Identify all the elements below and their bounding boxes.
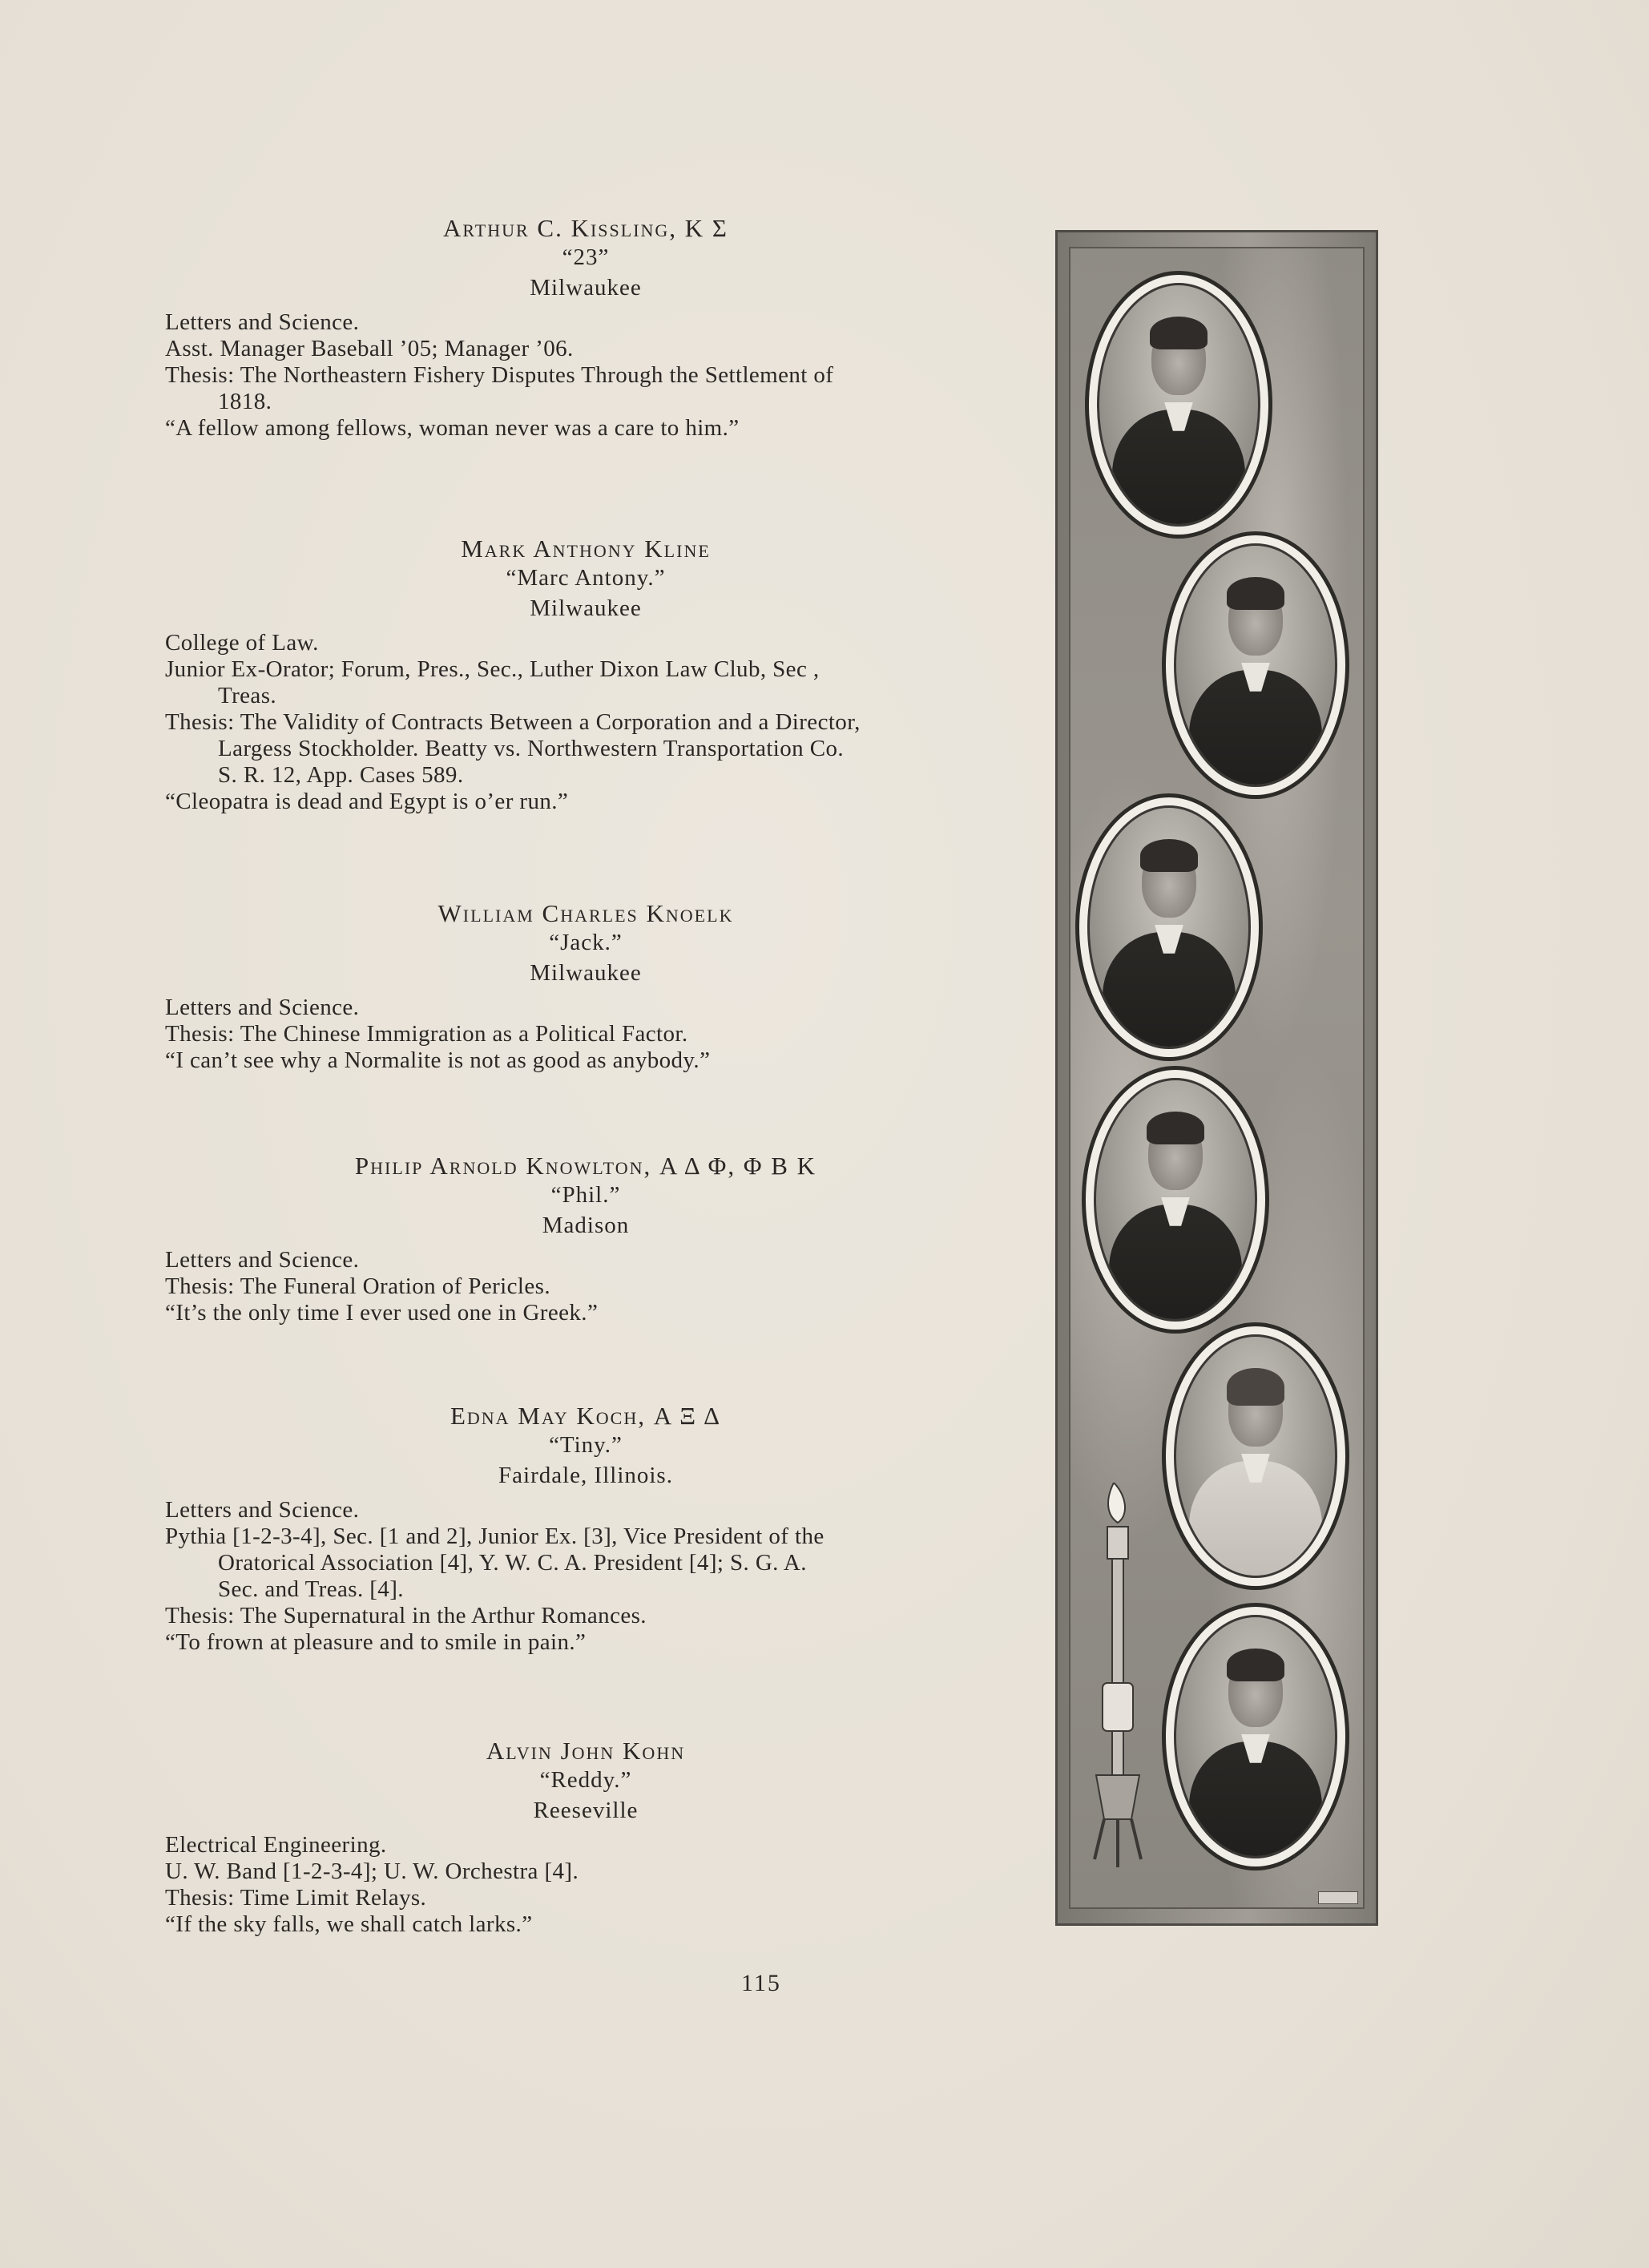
entry [165, 900, 1006, 1074]
entry-nickname: “Reddy.” [539, 1767, 632, 1793]
entry-line: “To frown at pleasure and to smile in pain.” [165, 1629, 587, 1655]
entry-line: Treas. [218, 683, 277, 708]
entry-line: Largess Stockholder. Beatty vs. Northwestern Transportation Co. [218, 736, 845, 761]
portrait-photo [1162, 1603, 1349, 1870]
entry-nickname: “Tiny.” [549, 1432, 623, 1458]
entry-name: Philip Arnold Knowlton, Α Δ Φ, Φ Β Κ [354, 1152, 817, 1180]
entry-line: Asst. Manager Baseball ’05; Manager ’06. [165, 336, 574, 361]
lamp-stand-ornament [1090, 1483, 1146, 1883]
entry [165, 1152, 1006, 1326]
entry-line: “It’s the only time I ever used one in Greek.” [165, 1300, 599, 1326]
portrait-photo [1082, 1066, 1269, 1334]
entry-nickname: “Jack.” [549, 930, 623, 955]
entry-name: Edna May Koch, Α Ξ Δ [450, 1402, 722, 1430]
entry [165, 535, 1006, 815]
entry-line: S. R. 12, App. Cases 589. [218, 762, 464, 788]
entry-line: College of Law. [165, 630, 319, 656]
entry-town: Milwaukee [530, 960, 642, 986]
entry-line: Electrical Engineering. [165, 1832, 387, 1858]
entry-line: 1818. [218, 389, 272, 414]
entry-line: Letters and Science. [165, 309, 360, 335]
entry [165, 1737, 1006, 1938]
entry-town: Reeseville [533, 1798, 639, 1823]
entry-line: Thesis: The Supernatural in the Arthur Romances. [165, 1603, 647, 1628]
entry-line: Junior Ex-Orator; Forum, Pres., Sec., Luther Dixon Law Club, Sec , [165, 656, 820, 682]
entry-town: Fairdale, Illinois. [498, 1463, 673, 1488]
entry-line: “Cleopatra is dead and Egypt is o’er run.” [165, 789, 569, 814]
page-number: 115 [741, 1970, 781, 1996]
entry-line: Letters and Science. [165, 1497, 360, 1523]
portrait-photo [1162, 1322, 1349, 1590]
entry-nickname: “23” [562, 244, 610, 270]
entry-nickname: “Phil.” [550, 1182, 621, 1208]
entry-town: Milwaukee [530, 275, 642, 301]
portrait-photo [1162, 531, 1349, 799]
entry-town: Madison [542, 1213, 630, 1238]
entry-line: Oratorical Association [4], Y. W. C. A. President [4]; S. G. A. [218, 1550, 807, 1576]
entry-name: Mark Anthony Kline [461, 535, 711, 563]
entry-line: Thesis: The Funeral Oration of Pericles. [165, 1273, 550, 1299]
portrait-photo [1075, 793, 1263, 1061]
entry-line: Thesis: The Chinese Immigration as a Political Factor. [165, 1021, 688, 1047]
entry-name: William Charles Knoelk [437, 899, 734, 927]
entry-line: “A fellow among fellows, woman never was a care to him.” [165, 415, 740, 441]
engraver-stamp [1318, 1891, 1358, 1904]
entry-name: Alvin John Kohn [486, 1737, 686, 1765]
entry-line: Thesis: The Northeastern Fishery Disputes Through the Settlement of [165, 362, 834, 388]
entry [165, 215, 1006, 442]
entry-line: Pythia [1-2-3-4], Sec. [1 and 2], Junior Ex. [3], Vice President of the [165, 1523, 824, 1549]
portrait-strip [1055, 230, 1378, 1926]
entry-line: “If the sky falls, we shall catch larks.” [165, 1911, 533, 1937]
entry-town: Milwaukee [530, 595, 642, 621]
entry-name: Arthur C. Kissling, Κ Σ [443, 214, 728, 242]
entry-line: Letters and Science. [165, 995, 360, 1020]
entry-line: “I can’t see why a Normalite is not as good as anybody.” [165, 1047, 711, 1073]
entry-nickname: “Marc Antony.” [506, 565, 666, 591]
entry [165, 1402, 1006, 1656]
entry-line: Sec. and Treas. [4]. [218, 1576, 404, 1602]
entry-line: Thesis: Time Limit Relays. [165, 1885, 427, 1911]
portrait-photo [1085, 271, 1272, 539]
entry-line: U. W. Band [1-2-3-4]; U. W. Orchestra [4]. [165, 1858, 579, 1884]
entry-line: Letters and Science. [165, 1247, 360, 1273]
entry-line: Thesis: The Validity of Contracts Between a Corporation and a Director, [165, 709, 861, 735]
